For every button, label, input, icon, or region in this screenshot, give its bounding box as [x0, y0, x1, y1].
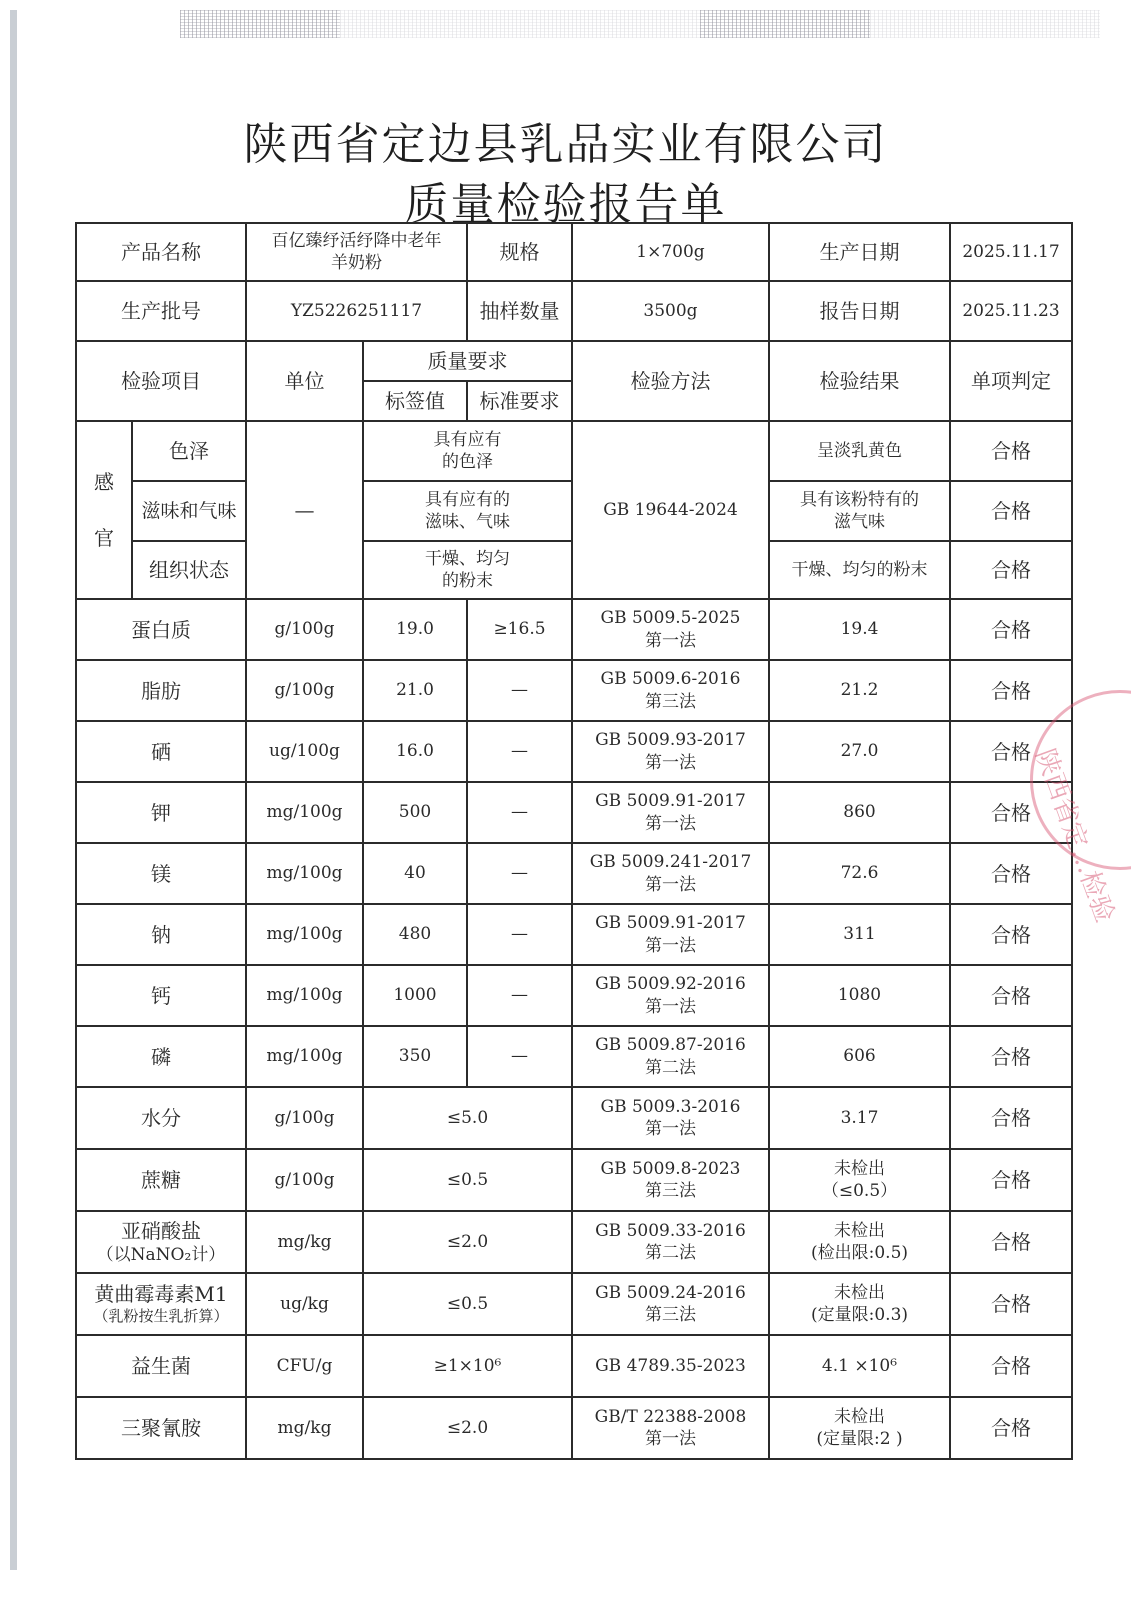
item-line: 黄曲霉毒素M1 [94, 1282, 228, 1307]
method-line: 第一法 [645, 935, 696, 956]
method-line: GB/T 22388-2008 [594, 1406, 747, 1427]
standard-value: ≥16.5 [467, 599, 572, 660]
method-line: GB 5009.93-2017 [595, 730, 746, 751]
result [769, 1149, 950, 1211]
method-line: GB 5009.33-2016 [595, 1220, 746, 1241]
unit: CFU/g [246, 1335, 363, 1397]
requirement: ≤2.0 [363, 1397, 572, 1459]
info-row [76, 223, 1072, 281]
result: 860 [769, 782, 950, 843]
batch-value: YZ5226251117 [246, 281, 467, 341]
verdict: 合格 [950, 721, 1072, 782]
table-row [76, 1397, 1072, 1459]
table-row [76, 904, 1072, 965]
method-line: 第一法 [645, 630, 696, 651]
table-row [76, 965, 1072, 1026]
method [572, 1026, 769, 1087]
col-method: 检验方法 [572, 341, 769, 421]
result [769, 1211, 950, 1273]
requirement: ≤0.5 [363, 1149, 572, 1211]
label-value: 16.0 [363, 721, 467, 782]
method [572, 782, 769, 843]
method-line: GB 5009.87-2016 [595, 1035, 746, 1056]
result: 72.6 [769, 843, 950, 904]
spec-label: 规格 [467, 223, 572, 281]
method-line: GB 5009.3-2016 [600, 1096, 741, 1117]
method-line: 第二法 [645, 1057, 696, 1078]
verdict: 合格 [950, 904, 1072, 965]
batch-label: 生产批号 [76, 281, 246, 341]
table-row [76, 660, 1072, 721]
method-line: GB 5009.91-2017 [595, 913, 746, 934]
method [572, 1273, 769, 1335]
result: 27.0 [769, 721, 950, 782]
standard-value: — [467, 721, 572, 782]
result-line: 4.1 ×10⁶ [821, 1355, 898, 1376]
method-line: 第一法 [645, 1119, 696, 1139]
unit: g/100g [246, 660, 363, 721]
verdict: 合格 [950, 481, 1072, 541]
sample-quantity-label: 抽样数量 [467, 281, 572, 341]
item-line: 三聚氰胺 [121, 1416, 201, 1440]
item-line: 亚硝酸盐 [121, 1218, 201, 1243]
unit: mg/kg [246, 1211, 363, 1273]
item-name [76, 1149, 246, 1211]
result [769, 1397, 950, 1459]
requirement: ≤5.0 [363, 1087, 572, 1149]
method [572, 660, 769, 721]
result-line: (定量限:0.3) [810, 1305, 909, 1325]
unit: — [246, 421, 363, 599]
verdict: 合格 [950, 1397, 1072, 1459]
item-line: 蔗糖 [141, 1168, 181, 1192]
item-name: 滋味和气味 [132, 481, 246, 541]
label-value: 1000 [363, 965, 467, 1026]
requirement [363, 541, 572, 599]
method-line: 第三法 [645, 691, 696, 712]
product-name-line: 百亿臻纾活纾降中老年 [271, 230, 442, 251]
result [769, 1273, 950, 1335]
product-name-line: 羊奶粉 [331, 253, 382, 273]
result-line: 未检出 [834, 1282, 885, 1303]
unit: mg/kg [246, 1397, 363, 1459]
col-unit: 单位 [246, 341, 363, 421]
req-line: 干燥、均匀 [425, 548, 510, 569]
requirement [363, 421, 572, 481]
result-line: (定量限:2 ) [816, 1429, 903, 1449]
item-name: 蛋白质 [76, 599, 246, 660]
inspection-report-table [75, 222, 1073, 1460]
col-standard: 标准要求 [467, 381, 572, 421]
scan-artifact [340, 10, 700, 38]
unit: g/100g [246, 599, 363, 660]
col-requirement: 质量要求 [363, 341, 572, 381]
header-row [76, 341, 1072, 381]
method-line: GB 4789.35-2023 [595, 1355, 746, 1376]
report-date-label: 报告日期 [769, 281, 950, 341]
col-label-value: 标签值 [363, 381, 467, 421]
table-row [76, 1149, 1072, 1211]
method [572, 1335, 769, 1397]
standard-value: — [467, 660, 572, 721]
verdict: 合格 [950, 660, 1072, 721]
company-name: 陕西省定边县乳品实业有限公司 [243, 119, 888, 170]
scan-artifact [700, 10, 870, 38]
unit: mg/100g [246, 965, 363, 1026]
sample-quantity-value: 3500g [572, 281, 769, 341]
item-name [76, 1335, 246, 1397]
result-line: 未检出 [834, 1220, 885, 1241]
result-line: 未检出 [834, 1158, 885, 1179]
requirement: ≤0.5 [363, 1273, 572, 1335]
label-value: 19.0 [363, 599, 467, 660]
item-name: 脂肪 [76, 660, 246, 721]
result: 21.2 [769, 660, 950, 721]
sensory-char: 感 [94, 470, 114, 494]
unit: g/100g [246, 1087, 363, 1149]
result: 干燥、均匀的粉末 [769, 541, 950, 599]
standard-value: — [467, 965, 572, 1026]
method-line: 第一法 [645, 1429, 696, 1449]
stamp-text: 陕西省定…检验 [1029, 745, 1120, 927]
req-line: 的色泽 [442, 452, 493, 472]
table-row [76, 421, 1072, 481]
standard-value: — [467, 843, 572, 904]
verdict: 合格 [950, 541, 1072, 599]
table-row [76, 721, 1072, 782]
result-line: （≤0.5） [821, 1181, 898, 1201]
method-line: GB 5009.8-2023 [600, 1158, 741, 1179]
unit: mg/100g [246, 1026, 363, 1087]
method-line: 第一法 [645, 996, 696, 1017]
verdict: 合格 [950, 1211, 1072, 1273]
unit: mg/100g [246, 843, 363, 904]
requirement [363, 481, 572, 541]
table-row [76, 843, 1072, 904]
method [572, 904, 769, 965]
req-line: 的粉末 [442, 571, 493, 591]
table-row [76, 599, 1072, 660]
item-name [76, 1273, 246, 1335]
method [572, 721, 769, 782]
scan-artifact [870, 10, 1100, 38]
product-name-label: 产品名称 [76, 223, 246, 281]
sensory-group-label [76, 421, 132, 599]
document-title: 质量检验报告单 [404, 179, 727, 230]
result: 311 [769, 904, 950, 965]
col-result: 检验结果 [769, 341, 950, 421]
unit: mg/100g [246, 782, 363, 843]
item-name [76, 1211, 246, 1273]
result: 1080 [769, 965, 950, 1026]
item-name: 钾 [76, 782, 246, 843]
method [572, 965, 769, 1026]
req-line: 滋味、气味 [425, 512, 510, 532]
result: 606 [769, 1026, 950, 1087]
table-row [76, 1273, 1072, 1335]
scan-edge [10, 10, 17, 1570]
verdict: 合格 [950, 782, 1072, 843]
item-line: 水分 [141, 1106, 181, 1130]
production-date-value: 2025.11.17 [950, 223, 1072, 281]
report-date-value: 2025.11.23 [950, 281, 1072, 341]
method-line: 第三法 [645, 1181, 696, 1201]
method [572, 1211, 769, 1273]
method-line: 第三法 [645, 1305, 696, 1325]
item-name [76, 1397, 246, 1459]
spec-value: 1×700g [572, 223, 769, 281]
verdict: 合格 [950, 843, 1072, 904]
req-line: 具有应有 [433, 429, 502, 450]
verdict: 合格 [950, 1149, 1072, 1211]
method-line: GB 5009.92-2016 [595, 974, 746, 995]
unit: ug/kg [246, 1273, 363, 1335]
col-verdict: 单项判定 [950, 341, 1072, 421]
info-row [76, 281, 1072, 341]
item-name: 磷 [76, 1026, 246, 1087]
table-row [76, 1335, 1072, 1397]
item-note: （乳粉按生乳折算） [93, 1307, 229, 1326]
table-row [76, 1211, 1072, 1273]
result-line: 未检出 [834, 1406, 885, 1427]
production-date-label: 生产日期 [769, 223, 950, 281]
standard-value: — [467, 1026, 572, 1087]
result [769, 1335, 950, 1397]
result-line: (检出限:0.5) [810, 1243, 909, 1263]
label-value: 480 [363, 904, 467, 965]
label-value: 500 [363, 782, 467, 843]
label-value: 21.0 [363, 660, 467, 721]
result-line: 具有该粉特有的 [800, 489, 919, 510]
method-line: GB 5009.91-2017 [595, 791, 746, 812]
sensory-char: 官 [94, 526, 114, 550]
scan-artifact [180, 10, 340, 38]
method-line: 第二法 [645, 1243, 696, 1263]
method [572, 1149, 769, 1211]
col-item: 检验项目 [76, 341, 246, 421]
method [572, 843, 769, 904]
item-note: （以NaNO₂计） [96, 1244, 226, 1265]
requirement: ≤2.0 [363, 1211, 572, 1273]
table-row [76, 1026, 1072, 1087]
method-line: 第一法 [645, 813, 696, 834]
method-line: GB 5009.6-2016 [600, 669, 741, 690]
unit: ug/100g [246, 721, 363, 782]
item-name: 钙 [76, 965, 246, 1026]
unit: mg/100g [246, 904, 363, 965]
method-line: 第一法 [645, 752, 696, 773]
verdict: 合格 [950, 1087, 1072, 1149]
standard-value: — [467, 904, 572, 965]
result: 19.4 [769, 599, 950, 660]
verdict: 合格 [950, 421, 1072, 481]
method [572, 599, 769, 660]
result: 呈淡乳黄色 [769, 421, 950, 481]
item-name: 组织状态 [132, 541, 246, 599]
method-line: GB 5009.24-2016 [595, 1282, 746, 1303]
item-name: 色泽 [132, 421, 246, 481]
verdict: 合格 [950, 1026, 1072, 1087]
table-row [76, 1087, 1072, 1149]
label-value: 40 [363, 843, 467, 904]
label-value: 350 [363, 1026, 467, 1087]
result-line: 3.17 [840, 1107, 879, 1128]
verdict: 合格 [950, 965, 1072, 1026]
method-line: GB 5009.5-2025 [600, 608, 741, 629]
item-line: 益生菌 [131, 1354, 191, 1378]
item-name: 镁 [76, 843, 246, 904]
verdict: 合格 [950, 1335, 1072, 1397]
method [572, 1397, 769, 1459]
item-name: 钠 [76, 904, 246, 965]
standard-value: — [467, 782, 572, 843]
item-name: 硒 [76, 721, 246, 782]
requirement: ≥1×10⁶ [363, 1335, 572, 1397]
verdict: 合格 [950, 1273, 1072, 1335]
result [769, 481, 950, 541]
method [572, 1087, 769, 1149]
verdict: 合格 [950, 599, 1072, 660]
method-line: GB 5009.241-2017 [589, 852, 752, 873]
method: GB 19644-2024 [572, 421, 769, 599]
table-row [76, 782, 1072, 843]
result [769, 1087, 950, 1149]
req-line: 具有应有的 [425, 489, 510, 510]
result-line: 滋气味 [834, 512, 885, 532]
item-name [76, 1087, 246, 1149]
product-name-value [246, 223, 467, 281]
method-line: 第一法 [645, 874, 696, 895]
unit: g/100g [246, 1149, 363, 1211]
